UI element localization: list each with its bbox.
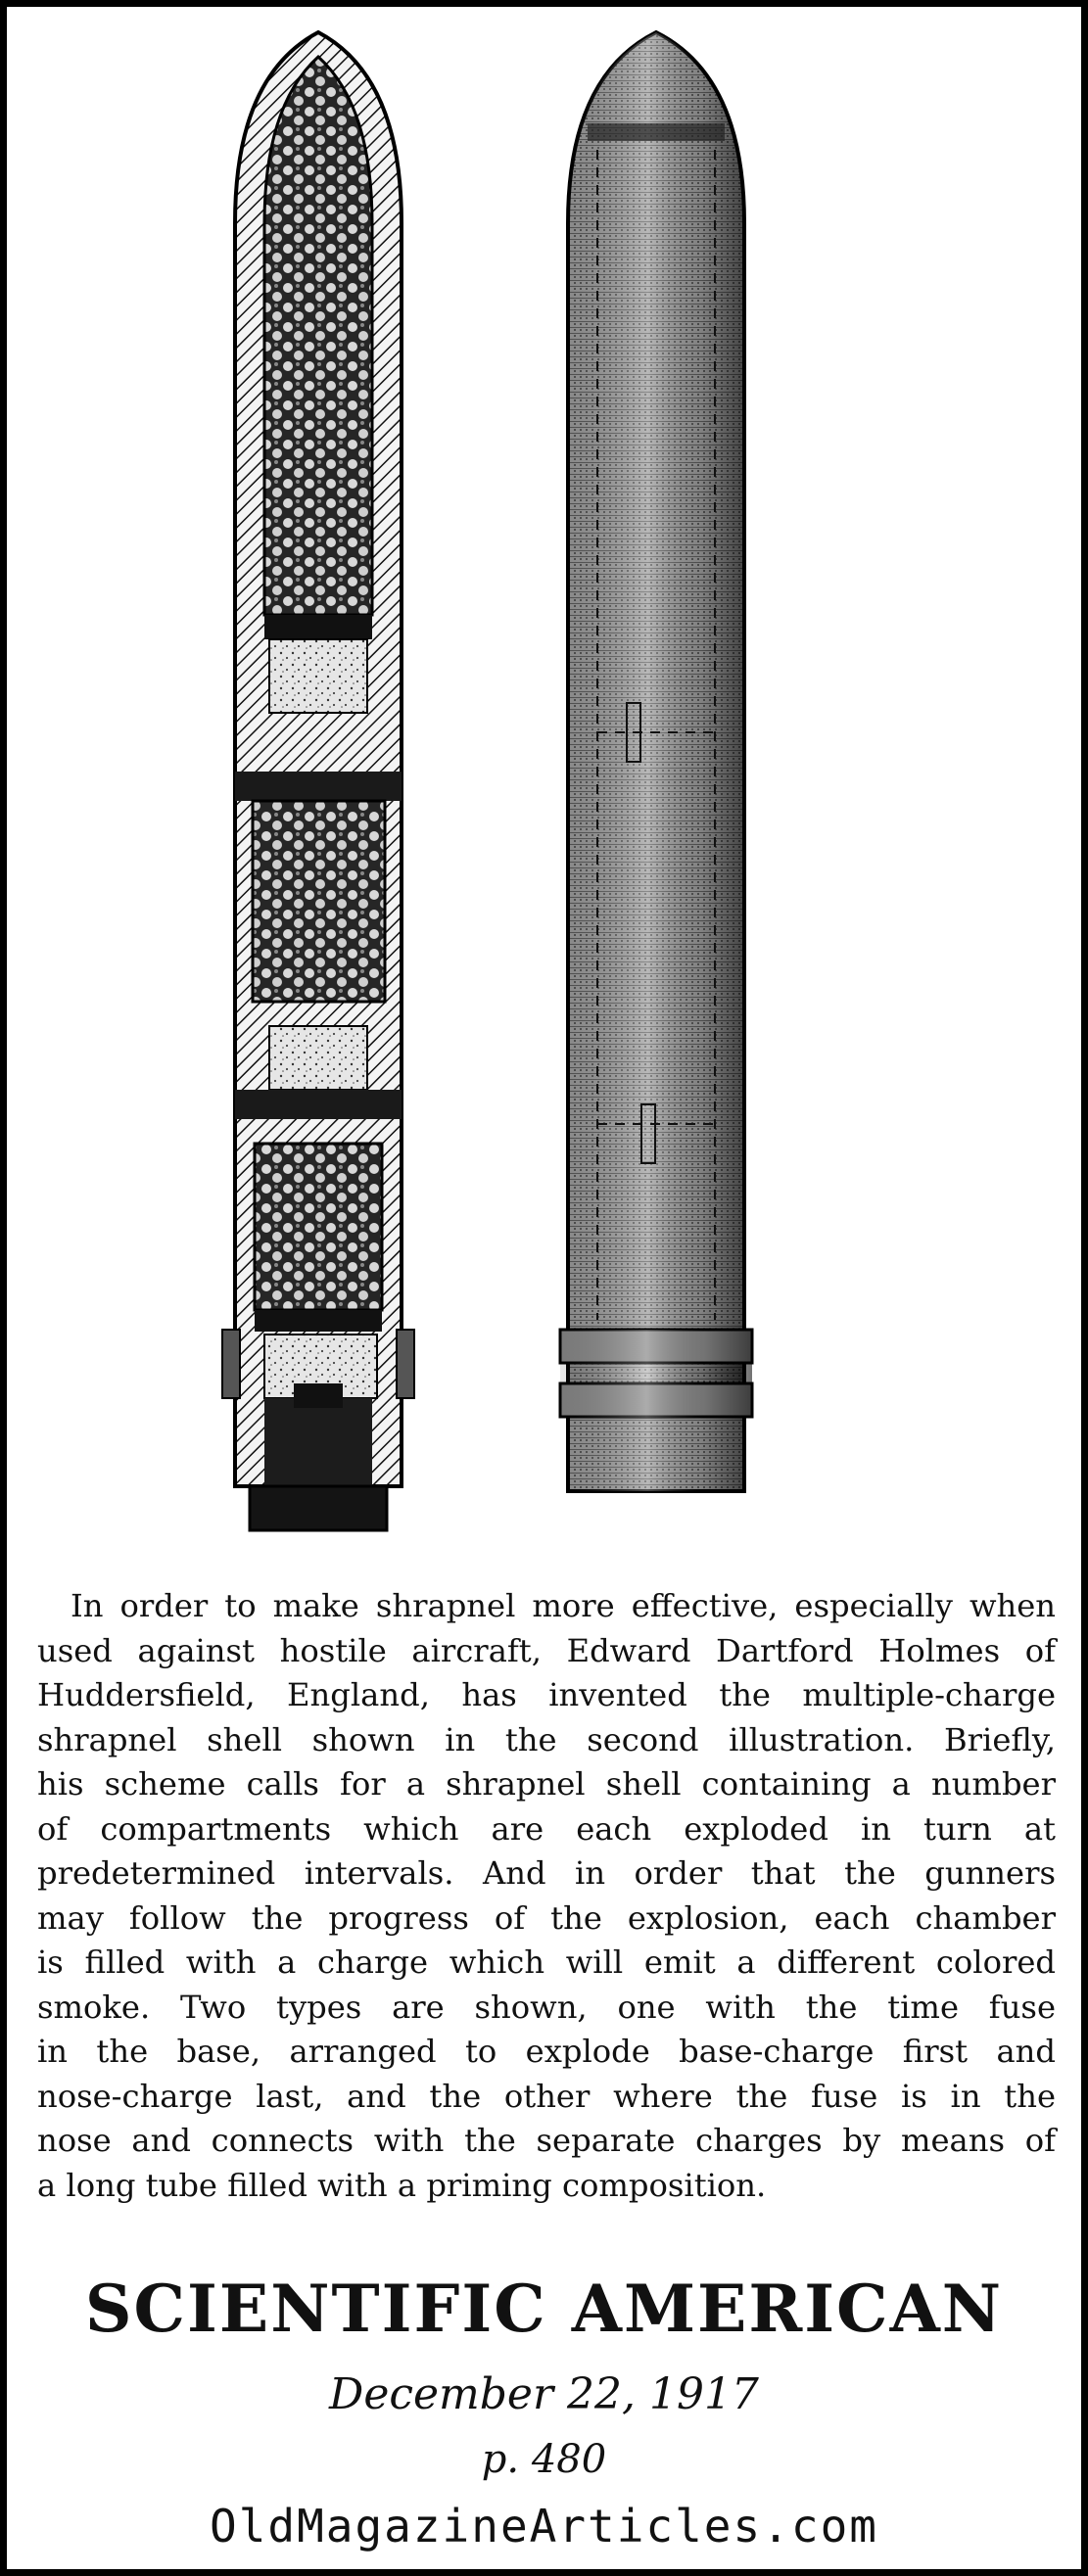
source-website: OldMagazineArticles.com [210,2500,878,2553]
article-line: Huddersfield, England, has invented the multiple-charge [37,1676,1056,1713]
article-line: his scheme calls for a shrapnel shell containing a number [37,1765,1056,1803]
article-line: predetermined intervals. And in order that the gunners [37,1854,1056,1892]
article-line: nose and connects with the separate charges by means of [37,2122,1056,2159]
shell-illustration [196,27,881,1555]
article-line: may follow the progress of the explosion, each chamber [37,1898,1056,1937]
article-body [37,1584,1056,2208]
article-line: shrapnel shell shown in the second illustration. Briefly, [37,1720,1056,1758]
article-line: of compartments which are each exploded in turn at [37,1809,1056,1848]
article-line: nose-charge last, and the other where the fuse is in the [37,2077,1056,2115]
publication-masthead: SCIENTIFIC AMERICAN [84,2271,1004,2347]
publication-date: December 22, 1917 [329,2369,759,2419]
article-line: is filled with a charge which will emit a different colored [37,1944,1056,1981]
article-line: smoke. Two types are shown, one with the time fuse [37,1988,1056,2026]
shrapnel-shell-cross-section [222,32,414,1530]
article-line: In order to make shrapnel more effective, especially when [71,1587,1056,1624]
shrapnel-shell-exterior [560,32,752,1491]
article-line: used against hostile aircraft, Edward Dartford Holmes of [37,1631,1056,1669]
article-line: a long tube filled with a priming composition. [37,2166,767,2204]
page-reference: p. 480 [481,2437,607,2482]
article-line: in the base, arranged to explode base-charge first and [37,2033,1056,2070]
